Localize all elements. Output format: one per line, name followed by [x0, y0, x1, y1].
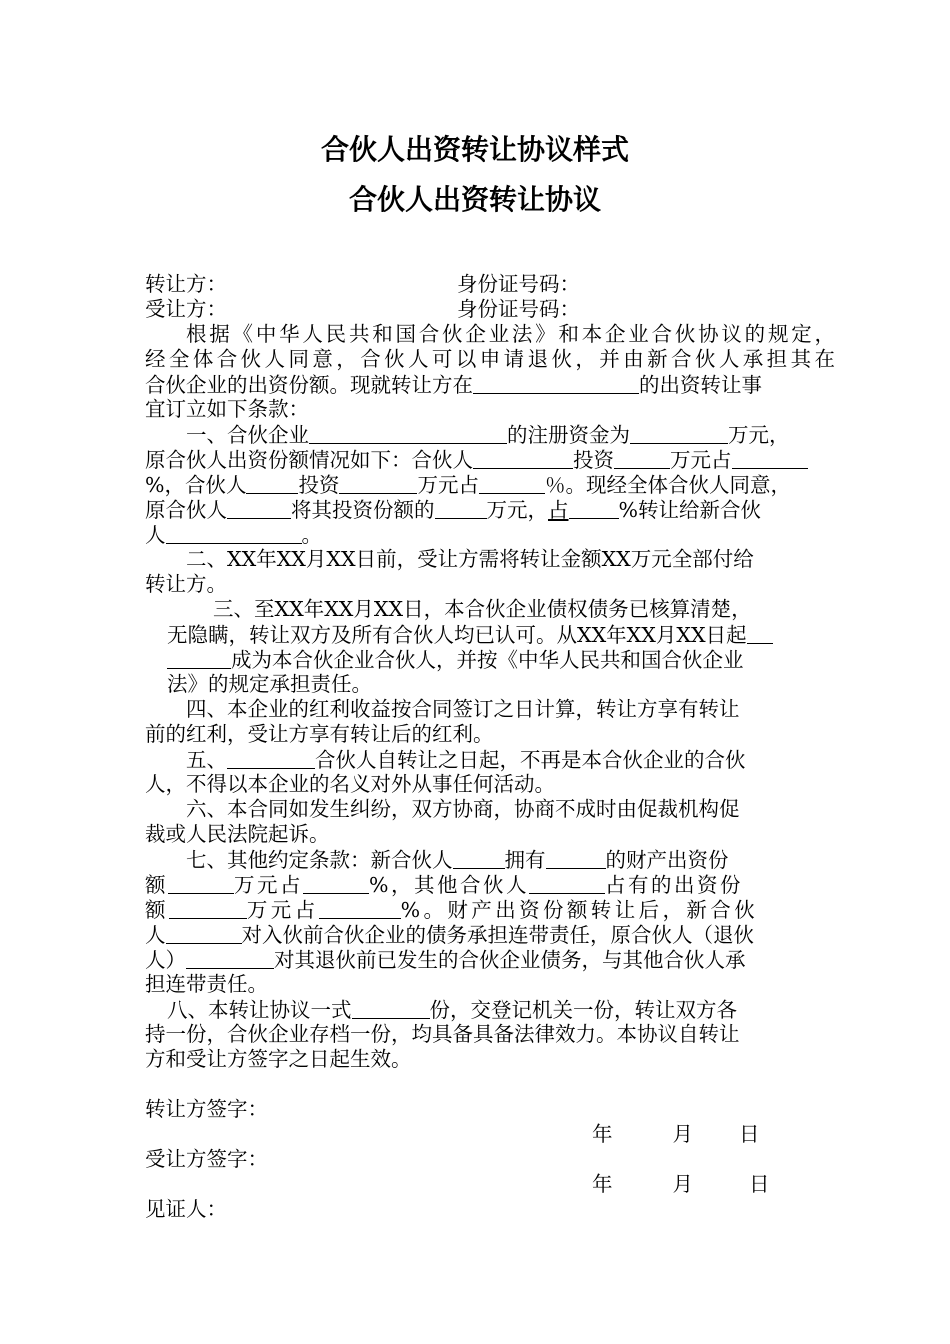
c7-other-partner-blank[interactable]: [529, 872, 605, 894]
transferee-signature-label: 受让方签字：: [145, 1147, 268, 1171]
partner-share-blank[interactable]: [732, 447, 808, 469]
transfer-percent-blank[interactable]: [569, 497, 619, 519]
transferor-line: [145, 272, 835, 297]
transferee-line: [145, 297, 835, 322]
join-party-blank[interactable]: [167, 647, 231, 669]
clause8-line-1: 八、本转让协议一式 份，交登记机关一份，转让双方各: [167, 998, 737, 1022]
transferor-id-label: 身份证号码：: [457, 272, 580, 296]
clause6-line-1: 六、本合同如发生纠纷，双方协商，协商不成时由促裁机构促: [186, 797, 740, 821]
enterprise-name-blank[interactable]: [309, 422, 507, 444]
intro-line-3: 合伙企业的出资份额。现就转让方在 的出资转让事: [145, 373, 762, 397]
clause6-line-2: 裁或人民法院起诉。: [145, 822, 330, 846]
clause4-line-1: 四、本企业的红利收益按合同签订之日计算，转让方享有转让: [186, 697, 740, 721]
original-partner-blank[interactable]: [227, 497, 291, 519]
clause7-line-2: 额 万元占 %，其他合伙人 占有的出资份: [145, 873, 743, 897]
document-title: 合伙人出资转让协议样式: [320, 133, 629, 166]
month-label: 月: [672, 1172, 693, 1196]
clause1-line-4: 原合伙人 将其投资份额的 万元，占 %转让给新合伙: [145, 498, 761, 522]
clause3-line-3: 成为本合伙企业合伙人，并按《中华人民共和国合伙企业: [145, 647, 835, 672]
document-subtitle: 合伙人出资转让协议: [348, 183, 601, 216]
partner-investment-blank[interactable]: [614, 447, 670, 469]
year-label: 年: [592, 1122, 613, 1146]
c7-percent2-blank[interactable]: [319, 897, 401, 919]
clause8-line-3: 方和受让方签字之日起生效。: [145, 1047, 412, 1071]
day-label: 日: [749, 1172, 770, 1196]
copies-blank[interactable]: [352, 997, 430, 1019]
c7-amount-blank[interactable]: [168, 872, 234, 894]
clause1-line-2: 原合伙人出资份额情况如下：合伙人 投资 万元占: [145, 447, 835, 472]
clause1-line-3: %，合伙人 投资 万元占 ％。现经全体合伙人同意，: [145, 473, 791, 497]
day-label: 日: [739, 1122, 760, 1146]
new-partner-blank[interactable]: [166, 522, 302, 544]
clause3-line-1: 三、至XX年XX月XX日，本合伙企业债权债务已核算清楚，: [213, 597, 752, 621]
join-date-blank-a[interactable]: [747, 622, 773, 644]
departing-partner-blank[interactable]: [227, 747, 315, 769]
intro-line-4: 宜订立如下条款：: [145, 397, 309, 421]
c7-percent-blank[interactable]: [303, 872, 369, 894]
witness-label: 见证人：: [145, 1197, 227, 1221]
clause3-line-4: 法》的规定承担责任。: [167, 672, 372, 696]
clause4-line-2: 前的红利，受让方享有转让后的红利。: [145, 722, 494, 746]
transferee-id-label: 身份证号码：: [457, 297, 580, 321]
transferee-date: [592, 1172, 770, 1197]
month-label: 月: [672, 1122, 693, 1146]
c7-owned-blank[interactable]: [546, 847, 606, 869]
clause7-line-6: 担连带责任。: [145, 972, 268, 996]
clause1-line-5: 人 。: [145, 523, 322, 547]
document-body: [145, 272, 835, 1072]
clause2-line-2: 转让方。: [145, 572, 227, 596]
intro-line-2: 经全体合伙人同意，合伙人可以申请退伙，并由新合伙人承担其在: [145, 347, 835, 371]
transferor-name-blank[interactable]: [473, 372, 639, 394]
clause7-line-1: 七、其他约定条款：新合伙人 拥有 的财产出资份: [186, 848, 729, 872]
c7-retiring-partner-blank[interactable]: [186, 947, 274, 969]
clause7-line-5: 人） 对其退伙前已发生的合伙企业债务，与其他合伙人承: [145, 948, 746, 972]
partner2-name-blank[interactable]: [246, 472, 298, 494]
partner-name-blank[interactable]: [473, 447, 573, 469]
intro-line-1: 根据《中华人民共和国合伙企业法》和本企业合伙协议的规定，: [186, 322, 835, 346]
transferee-label: 受让方：: [145, 297, 227, 321]
clause3-line-2: 无隐瞒，转让双方及所有合伙人均已认可。从XX年XX月XX日起: [145, 622, 835, 647]
registered-capital-blank[interactable]: [630, 422, 728, 444]
clause5-line-1: 五、 合伙人自转让之日起，不再是本合伙企业的合伙: [186, 748, 746, 772]
clause7-line-3: 额 万元占 %。财产出资份额转让后，新合伙: [145, 898, 759, 922]
transferor-date: [592, 1122, 760, 1147]
clause1-line-1: 一、合伙企业 的注册资金为 万元，: [186, 423, 790, 447]
clause7-line-4: 人 对入伙前合伙企业的债务承担连带责任，原合伙人（退伙: [145, 923, 754, 947]
transferor-label: 转让方：: [145, 272, 227, 296]
clause8-line-2: 持一份，合伙企业存档一份，均具备具备法律效力。本协议自转让: [145, 1022, 740, 1046]
partner2-share-blank[interactable]: [479, 472, 545, 494]
c7-amount2-blank[interactable]: [169, 897, 247, 919]
partner2-investment-blank[interactable]: [339, 472, 417, 494]
transfer-amount-blank[interactable]: [435, 497, 487, 519]
c7-new-partner-blank[interactable]: [453, 847, 505, 869]
clause2-line-1: 二、XX年XX月XX日前，受让方需将转让金额XX万元全部付给: [186, 547, 754, 571]
c7-liable-partner-blank[interactable]: [166, 922, 242, 944]
year-label: 年: [592, 1172, 613, 1196]
transferor-signature-label: 转让方签字：: [145, 1097, 268, 1121]
clause5-line-2: 人，不得以本企业的名义对外从事任何活动。: [145, 772, 555, 796]
